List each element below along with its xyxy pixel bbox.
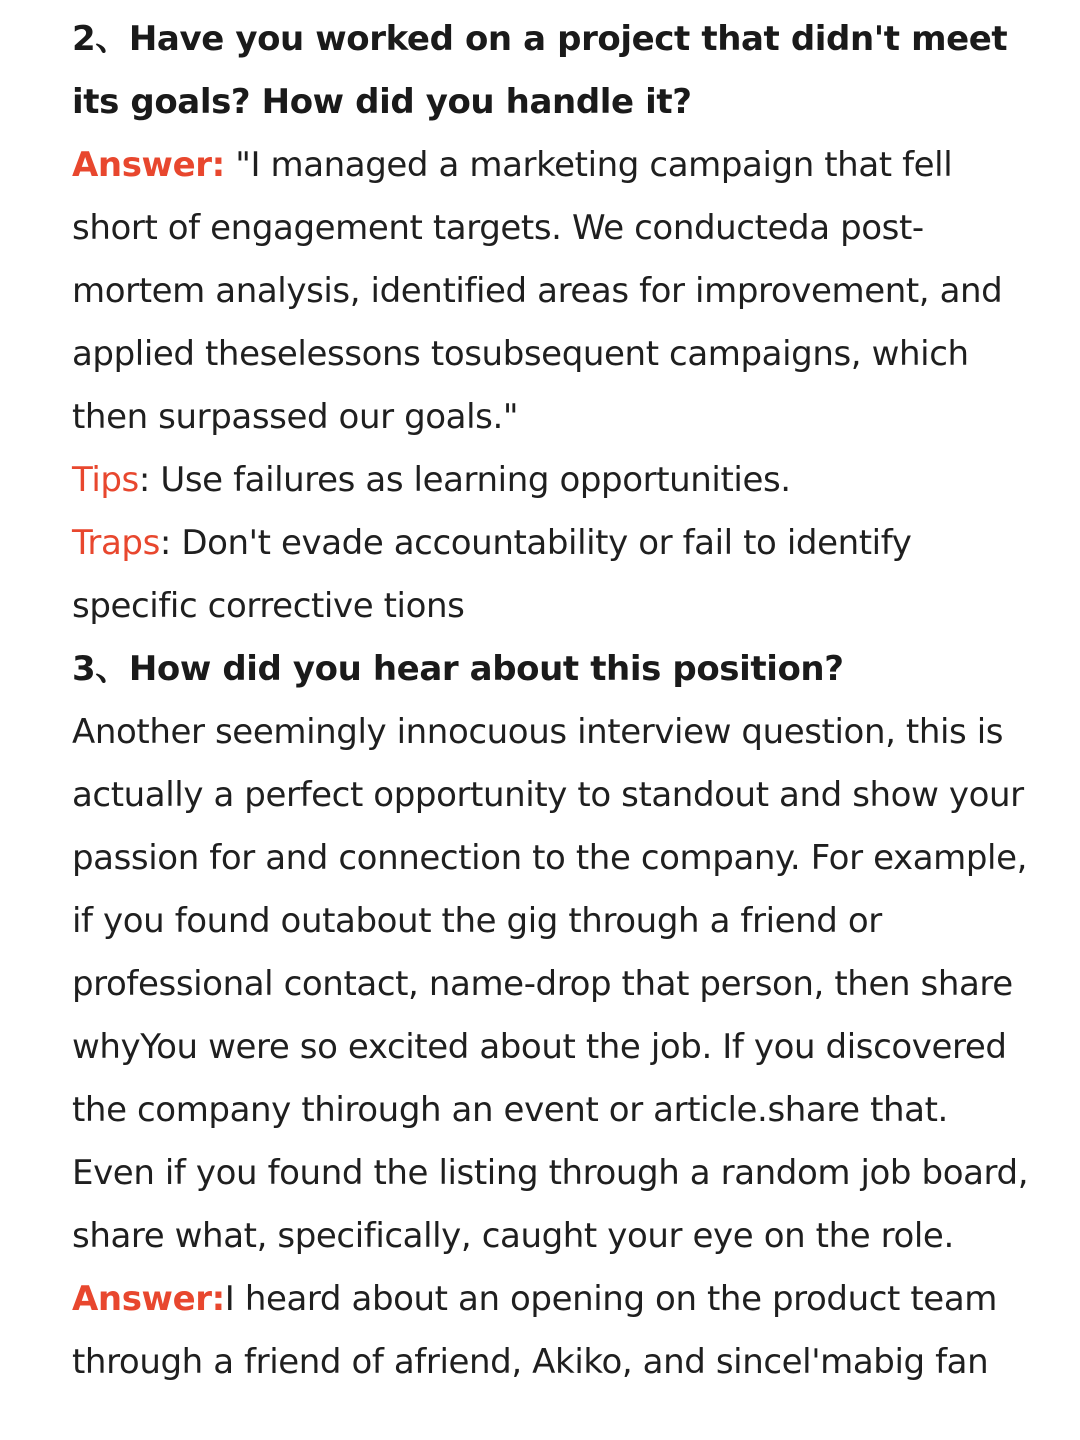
traps-text: : Don't evade accountability or fail to identify specific corrective tions <box>72 523 912 626</box>
question-2-traps <box>72 512 1032 638</box>
article-content <box>72 8 1032 1394</box>
tips-label: Tips <box>72 460 139 500</box>
answer-label: Answer: <box>72 1279 225 1319</box>
answer-label: Answer: <box>72 145 225 185</box>
question-3-heading: 3、How did you hear about this position? <box>72 649 844 689</box>
question-3-answer <box>72 1268 1032 1394</box>
question-2-tips <box>72 449 1032 512</box>
question-2-answer <box>72 134 1032 449</box>
question-3-body: Another seemingly innocuous interview question, this is actually a perfect opportunity to standout and show your passion for and connection to the company. For example, if you found outabout the gig through a friend or professional contact, name-drop that person, then share whyYou were so excited about the job. If you discovered the company thirough an event or article.share that. Even if you found the listing through a random job board, share what, specifically, caught your eye on the role. <box>72 712 1029 1256</box>
answer-text: "I managed a marketing campaign that fell short of engagement targets. We conducteda post-mortem analysis, identified areas for improvement, and applied theselessons tosubsequent campaigns, which then surpassed our goals." <box>72 145 1003 437</box>
tips-text: : Use failures as learning opportunities. <box>138 460 791 500</box>
traps-label: Traps <box>72 523 160 563</box>
answer-text: I heard about an opening on the product team through a friend of afriend, Akiko, and sincel'mabig fan <box>72 1279 997 1382</box>
question-2-heading: 2、Have you worked on a project that didn't meet its goals? How did you handle it? <box>72 19 1008 122</box>
